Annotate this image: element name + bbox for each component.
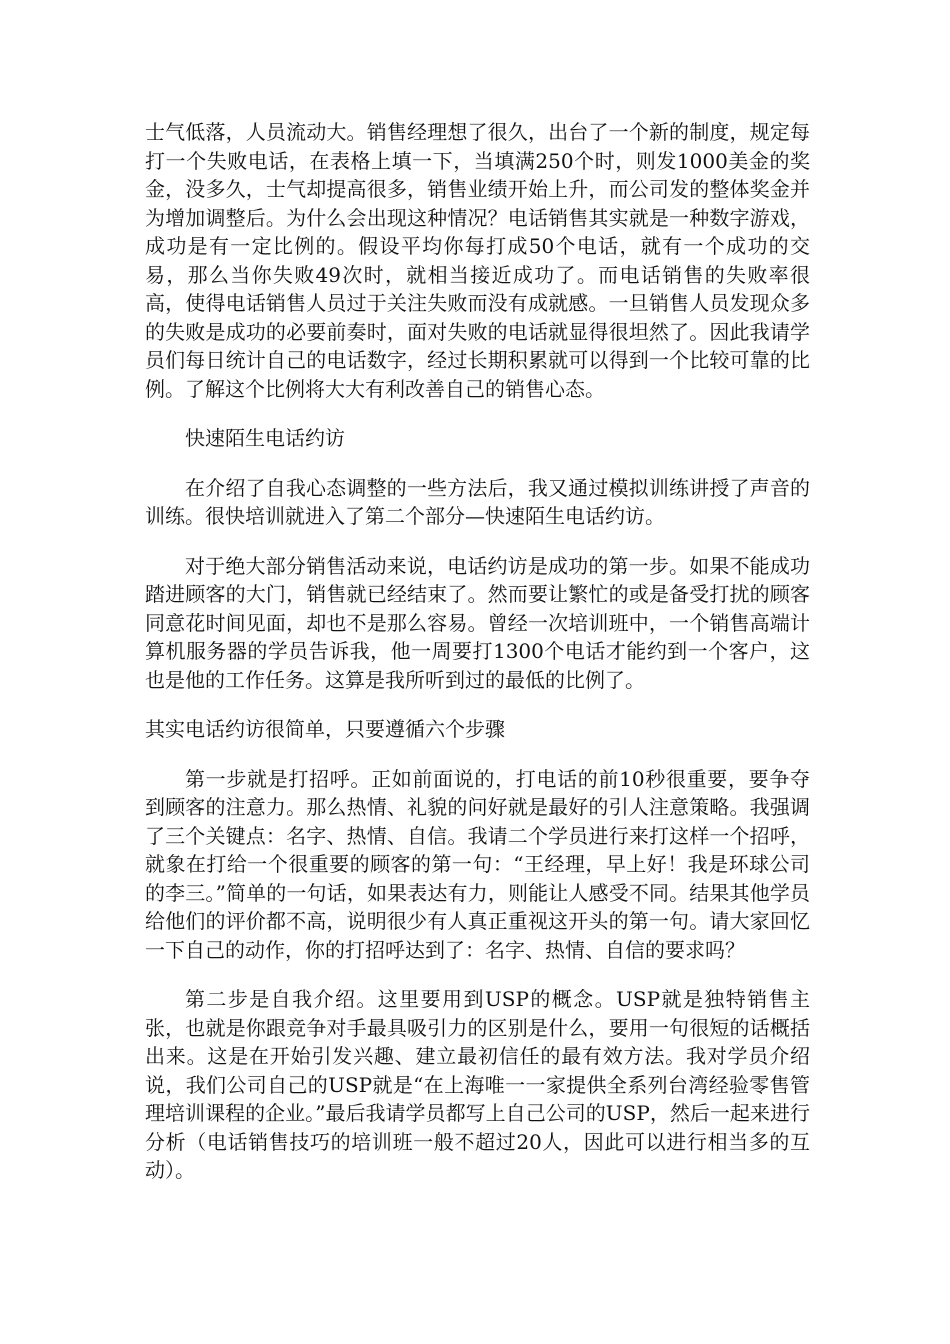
section-heading-quick-cold-call: 快速陌生电话约访 <box>185 426 345 450</box>
paragraph-5: 第二步是自我介绍。这里要用到USP的概念。USP就是独特销售主张，也就是你跟竞争对手最具吸引力的区别是什么，要用一句很短的话概括出来。这是在开始引发兴趣、建立最初信任的最有效方法。我对学员介绍说，我们公司自己的USP就是“在上海唯一一家提供全系列台湾经验零售管理培训课程的企业。”最后我请学员都写上自己公司的USP，然后一起来进行分析（电话销售技巧的培训班一般不超过20人，因此可以进行相当多的互动）。 <box>145 987 810 1182</box>
paragraph-2: 在介绍了自我心态调整的一些方法后，我又通过模拟训练讲授了声音的训练。很快培训就进入了第二个部分—快速陌生电话约访。 <box>145 475 810 528</box>
document-page <box>145 118 810 1206</box>
paragraph-3: 对于绝大部分销售活动来说，电话约访是成功的第一步。如果不能成功踏进顾客的大门，销售就已经结束了。然而要让繁忙的或是备受打扰的顾客同意花时间见面，却也不是那么容易。曾经一次培训班中，一个销售高端计算机服务器的学员告诉我，他一周要打1300个电话才能约到一个客户，这也是他的工作任务。这算是我所听到过的最低的比例了。 <box>145 553 810 692</box>
section-heading-six-steps: 其实电话约访很简单，只要遵循六个步骤 <box>145 717 505 741</box>
paragraph-1: 士气低落，人员流动大。销售经理想了很久，出台了一个新的制度，规定每打一个失败电话，在表格上填一下，当填满250个时，则发1000美金的奖金，没多久，士气却提高很多，销售业绩开始上升，而公司发的整体奖金并为增加调整后。为什么会出现这种情况？电话销售其实就是一种数字游戏，成功是有一定比例的。假设平均你每打成50个电话，就有一个成功的交易，那么当你失败49次时，就相当接近成功了。而电话销售的失败率很高，使得电话销售人员过于关注失败而没有成就感。一旦销售人员发现众多的失败是成功的必要前奏时，面对失败的电话就显得很坦然了。因此我请学员们每日统计自己的电话数字，经过长期积累就可以得到一个比较可靠的比例。了解这个比例将大大有利改善自己的销售心态。 <box>145 120 810 401</box>
paragraph-4: 第一步就是打招呼。正如前面说的，打电话的前10秒很重要，要争夺到顾客的注意力。那么热情、礼貌的问好就是最好的引人注意策略。我强调了三个关键点：名字、热情、自信。我请二个学员进行来打这样一个招呼，就象在打给一个很重要的顾客的第一句：“王经理，早上好！我是环球公司的李三。”简单的一句话，如果表达有力，则能让人感受不同。结果其他学员给他们的评价都不高，说明很少有人真正重视这开头的第一句。请大家回忆一下自己的动作，你的打招呼达到了：名字、热情、自信的要求吗？ <box>145 766 810 962</box>
